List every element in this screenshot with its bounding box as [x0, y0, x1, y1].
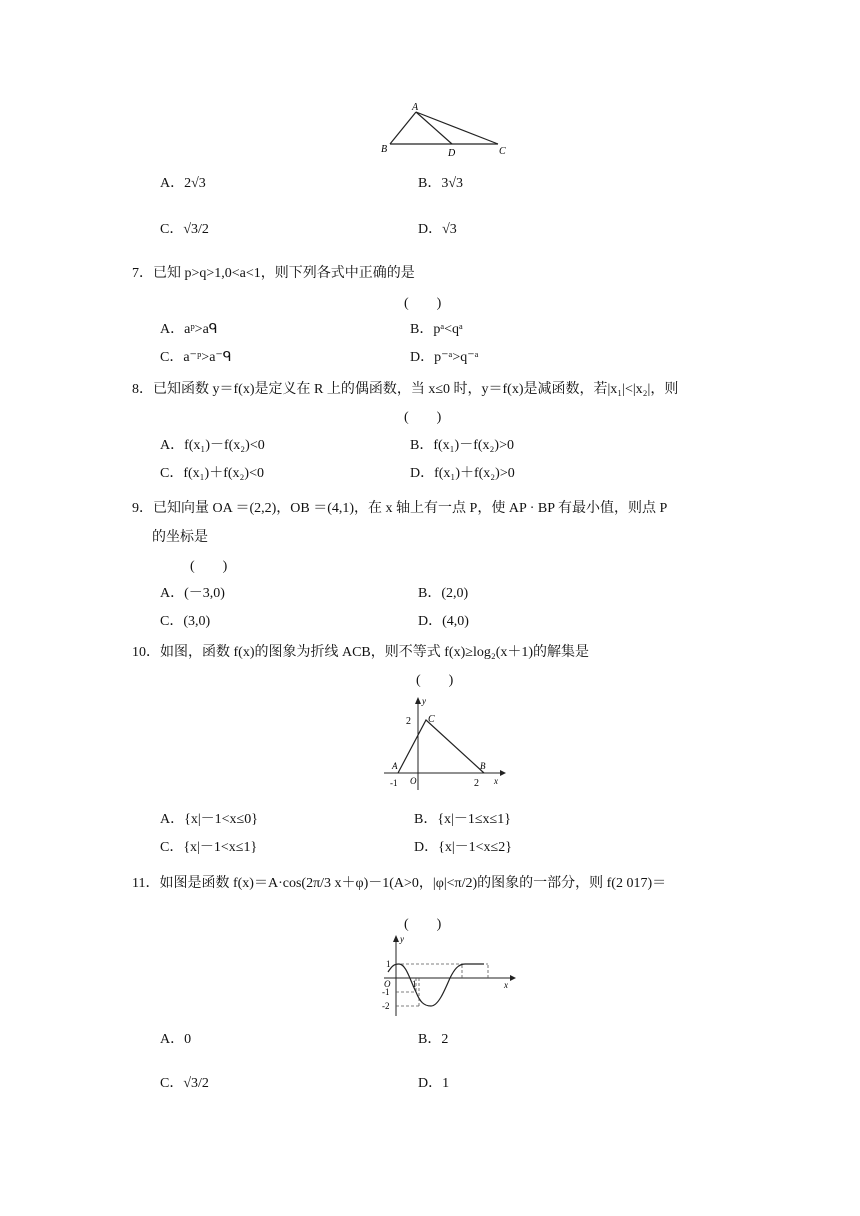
q7-answer-paren: ( ) — [404, 296, 442, 311]
q7-option-b: B．pᵃ<qᵃ — [410, 322, 463, 337]
axis-y-label: y — [422, 696, 426, 706]
triangle-figure — [378, 100, 518, 162]
q9-answer-paren: ( ) — [190, 559, 228, 574]
tick-x-1: 1 — [412, 979, 417, 989]
tick-x-neg1: -1 — [390, 778, 398, 788]
label-c: C — [428, 714, 435, 725]
q8-option-b: B．f(x₁)－f(x₂)>0 — [410, 438, 514, 453]
q8-option-d: D．f(x₁)＋f(x₂)>0 — [410, 466, 515, 481]
q6-option-d: D．√3 — [418, 222, 457, 237]
axis-y-label: y — [400, 934, 404, 944]
label-o: O — [410, 776, 417, 786]
q10-option-b: B．{x|－1≤x≤1} — [414, 812, 511, 827]
q11-answer-paren: ( ) — [404, 917, 442, 932]
label-a: A — [412, 102, 419, 113]
tick-y-neg2: -2 — [382, 1001, 390, 1011]
q7-option-a: A．aᵖ>aᑫ — [160, 322, 218, 337]
q10-answer-paren: ( ) — [416, 673, 454, 688]
q10-option-d: D．{x|－1<x≤2} — [414, 840, 512, 855]
q9-stem-line1: 9．已知向量 OA ＝(2,2)，OB ＝(4,1)，在 x 轴上有一点 P，使 AP · BP 有最小值，则点 P — [132, 501, 668, 516]
q11-option-c: C．√3/2 — [160, 1076, 209, 1091]
tick-y-neg1: -1 — [382, 987, 390, 997]
q9-option-d: D．(4,0) — [418, 614, 469, 629]
q7-stem: 7．已知 p>q>1,0<a<1，则下列各式中正确的是 — [132, 266, 415, 281]
q10-stem: 10．如图，函数 f(x)的图象为折线 ACB，则不等式 f(x)≥log₂(x＋1)的解集是 — [132, 645, 590, 660]
tick-y-2: 2 — [406, 716, 411, 727]
q9-option-b: B．(2,0) — [418, 586, 469, 601]
q6-option-a: A．2√3 — [160, 176, 206, 191]
q10-option-c: C．{x|－1<x≤1} — [160, 840, 258, 855]
q7-option-c: C．a⁻ᵖ>a⁻ᑫ — [160, 350, 232, 365]
q6-option-c: C．√3/2 — [160, 222, 209, 237]
tick-x-2: 2 — [474, 778, 479, 789]
label-b: B — [480, 761, 486, 771]
q8-stem: 8．已知函数 y＝f(x)是定义在 R 上的偶函数，当 x≤0 时，y＝f(x)是减函数，若|x₁|<|x₂|，则 — [132, 382, 679, 397]
q6-option-b: B．3√3 — [418, 176, 464, 191]
label-d: D — [448, 148, 456, 159]
label-c: C — [499, 146, 506, 157]
polyline-graph-figure — [380, 694, 510, 794]
axis-x-label: x — [494, 776, 498, 786]
label-o: O — [384, 979, 391, 989]
q11-option-d: D．1 — [418, 1076, 450, 1091]
tick-y-1: 1 — [386, 959, 391, 969]
q8-option-a: A．f(x₁)－f(x₂)<0 — [160, 438, 265, 453]
q8-answer-paren: ( ) — [404, 410, 442, 425]
axis-x-label: x — [504, 980, 508, 990]
q10-option-a: A．{x|－1<x≤0} — [160, 812, 258, 827]
q11-option-b: B．2 — [418, 1032, 449, 1047]
label-b: B — [381, 144, 388, 155]
q9-option-c: C．(3,0) — [160, 614, 211, 629]
cosine-graph-figure — [364, 932, 520, 1016]
q9-stem-line2: 的坐标是 — [152, 530, 208, 545]
q7-option-d: D．p⁻ᵃ>q⁻ᵃ — [410, 350, 479, 365]
q9-option-a: A．(－3,0) — [160, 586, 225, 601]
q11-option-a: A．0 — [160, 1032, 192, 1047]
q11-stem: 11．如图是函数 f(x)＝A·cos(2π/3 x＋φ)－1(A>0，|φ|<π/2)的图象的一部分，则 f(2 017)＝ — [132, 876, 667, 891]
label-a: A — [392, 761, 398, 771]
q8-option-c: C．f(x₁)＋f(x₂)<0 — [160, 466, 264, 481]
